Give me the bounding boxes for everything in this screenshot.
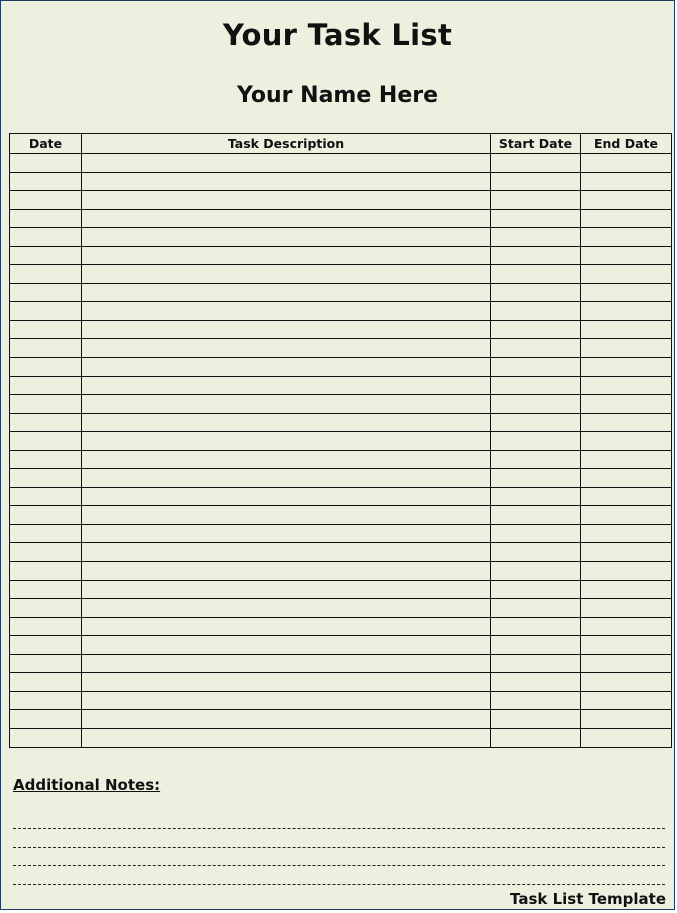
task-description-cell[interactable]: [82, 617, 491, 636]
date-cell[interactable]: [10, 728, 82, 747]
task-description-cell[interactable]: [82, 432, 491, 451]
table-row: [10, 376, 672, 395]
table-row: [10, 339, 672, 358]
table-row: [10, 246, 672, 265]
note-line[interactable]: [13, 847, 665, 848]
task-description-cell[interactable]: [82, 599, 491, 618]
task-description-cell[interactable]: [82, 524, 491, 543]
task-description-cell[interactable]: [82, 710, 491, 729]
end-date-cell[interactable]: [581, 395, 672, 414]
date-cell[interactable]: [10, 228, 82, 247]
end-date-cell[interactable]: [581, 506, 672, 525]
end-date-cell[interactable]: [581, 728, 672, 747]
date-cell[interactable]: [10, 283, 82, 302]
table-row: [10, 636, 672, 655]
date-cell[interactable]: [10, 395, 82, 414]
end-date-cell[interactable]: [581, 617, 672, 636]
start-date-cell[interactable]: [491, 469, 581, 488]
end-date-cell[interactable]: [581, 710, 672, 729]
start-date-cell[interactable]: [491, 413, 581, 432]
end-date-cell[interactable]: [581, 302, 672, 321]
start-date-cell[interactable]: [491, 395, 581, 414]
end-date-cell[interactable]: [581, 246, 672, 265]
end-date-cell[interactable]: [581, 376, 672, 395]
date-cell[interactable]: [10, 673, 82, 692]
start-date-cell[interactable]: [491, 172, 581, 191]
end-date-cell[interactable]: [581, 191, 672, 210]
task-description-cell[interactable]: [82, 320, 491, 339]
column-header-end-date: End Date: [581, 134, 672, 154]
start-date-cell[interactable]: [491, 358, 581, 377]
task-description-cell[interactable]: [82, 673, 491, 692]
date-cell[interactable]: [10, 154, 82, 173]
column-header-task-description: Task Description: [82, 134, 491, 154]
date-cell[interactable]: [10, 358, 82, 377]
start-date-cell[interactable]: [491, 673, 581, 692]
task-description-cell[interactable]: [82, 413, 491, 432]
table-row: [10, 172, 672, 191]
task-description-cell[interactable]: [82, 469, 491, 488]
name-subtitle: Your Name Here: [236, 83, 439, 108]
date-cell[interactable]: [10, 617, 82, 636]
date-cell[interactable]: [10, 172, 82, 191]
table-row: [10, 228, 672, 247]
end-date-cell[interactable]: [581, 562, 672, 581]
note-line[interactable]: [13, 884, 665, 885]
table-row: [10, 599, 672, 618]
task-description-cell[interactable]: [82, 487, 491, 506]
task-description-cell[interactable]: [82, 562, 491, 581]
task-description-cell[interactable]: [82, 191, 491, 210]
end-date-cell[interactable]: [581, 172, 672, 191]
date-cell[interactable]: [10, 302, 82, 321]
column-header-start-date: Start Date: [491, 134, 581, 154]
start-date-cell[interactable]: [491, 320, 581, 339]
end-date-cell[interactable]: [581, 450, 672, 469]
task-description-cell[interactable]: [82, 450, 491, 469]
date-cell[interactable]: [10, 320, 82, 339]
date-cell[interactable]: [10, 691, 82, 710]
end-date-cell[interactable]: [581, 283, 672, 302]
task-description-cell[interactable]: [82, 691, 491, 710]
table-row: [10, 691, 672, 710]
task-description-cell[interactable]: [82, 172, 491, 191]
table-row: [10, 487, 672, 506]
start-date-cell[interactable]: [491, 487, 581, 506]
task-description-cell[interactable]: [82, 302, 491, 321]
date-cell[interactable]: [10, 469, 82, 488]
table-row: [10, 543, 672, 562]
task-description-cell[interactable]: [82, 506, 491, 525]
table-row: [10, 432, 672, 451]
end-date-cell[interactable]: [581, 636, 672, 655]
end-date-cell[interactable]: [581, 432, 672, 451]
start-date-cell[interactable]: [491, 302, 581, 321]
date-cell[interactable]: [10, 246, 82, 265]
start-date-cell[interactable]: [491, 376, 581, 395]
column-header-date: Date: [10, 134, 82, 154]
footer-label: Task List Template: [510, 890, 666, 908]
date-cell[interactable]: [10, 506, 82, 525]
start-date-cell[interactable]: [491, 228, 581, 247]
table-row: [10, 728, 672, 747]
task-description-cell[interactable]: [82, 283, 491, 302]
date-cell[interactable]: [10, 710, 82, 729]
end-date-cell[interactable]: [581, 154, 672, 173]
table-row: [10, 673, 672, 692]
task-description-cell[interactable]: [82, 728, 491, 747]
date-cell[interactable]: [10, 209, 82, 228]
date-cell[interactable]: [10, 524, 82, 543]
table-row: [10, 580, 672, 599]
task-table: [9, 133, 672, 748]
table-row: [10, 283, 672, 302]
task-description-cell[interactable]: [82, 654, 491, 673]
table-row: [10, 450, 672, 469]
table-row: [10, 320, 672, 339]
date-cell[interactable]: [10, 654, 82, 673]
task-description-cell[interactable]: [82, 543, 491, 562]
date-cell[interactable]: [10, 432, 82, 451]
end-date-cell[interactable]: [581, 691, 672, 710]
end-date-cell[interactable]: [581, 265, 672, 284]
end-date-cell[interactable]: [581, 599, 672, 618]
table-row: [10, 710, 672, 729]
start-date-cell[interactable]: [491, 562, 581, 581]
task-description-cell[interactable]: [82, 228, 491, 247]
task-description-cell[interactable]: [82, 636, 491, 655]
start-date-cell[interactable]: [491, 728, 581, 747]
date-cell[interactable]: [10, 636, 82, 655]
start-date-cell[interactable]: [491, 617, 581, 636]
table-row: [10, 358, 672, 377]
end-date-cell[interactable]: [581, 654, 672, 673]
end-date-cell[interactable]: [581, 524, 672, 543]
start-date-cell[interactable]: [491, 710, 581, 729]
date-cell[interactable]: [10, 339, 82, 358]
end-date-cell[interactable]: [581, 358, 672, 377]
date-cell[interactable]: [10, 413, 82, 432]
date-cell[interactable]: [10, 376, 82, 395]
table-row: [10, 209, 672, 228]
start-date-cell[interactable]: [491, 580, 581, 599]
start-date-cell[interactable]: [491, 265, 581, 284]
table-row: [10, 154, 672, 173]
start-date-cell[interactable]: [491, 339, 581, 358]
end-date-cell[interactable]: [581, 580, 672, 599]
end-date-cell[interactable]: [581, 413, 672, 432]
date-cell[interactable]: [10, 543, 82, 562]
end-date-cell[interactable]: [581, 673, 672, 692]
date-cell[interactable]: [10, 562, 82, 581]
end-date-cell[interactable]: [581, 228, 672, 247]
start-date-cell[interactable]: [491, 432, 581, 451]
table-row: [10, 265, 672, 284]
date-cell[interactable]: [10, 487, 82, 506]
start-date-cell[interactable]: [491, 191, 581, 210]
table-row: [10, 302, 672, 321]
end-date-cell[interactable]: [581, 339, 672, 358]
date-cell[interactable]: [10, 265, 82, 284]
table-row: [10, 395, 672, 414]
end-date-cell[interactable]: [581, 320, 672, 339]
start-date-cell[interactable]: [491, 246, 581, 265]
end-date-cell[interactable]: [581, 487, 672, 506]
start-date-cell[interactable]: [491, 154, 581, 173]
date-cell[interactable]: [10, 450, 82, 469]
task-description-cell[interactable]: [82, 395, 491, 414]
table-row: [10, 469, 672, 488]
task-description-cell[interactable]: [82, 154, 491, 173]
task-description-cell[interactable]: [82, 376, 491, 395]
table-header-row: [10, 134, 672, 154]
note-line[interactable]: [13, 865, 665, 866]
additional-notes-label: Additional Notes:: [13, 776, 161, 794]
start-date-cell[interactable]: [491, 283, 581, 302]
task-rows: [10, 154, 672, 748]
end-date-cell[interactable]: [581, 543, 672, 562]
note-line[interactable]: [13, 828, 665, 829]
page-title: Your Task List: [222, 18, 453, 52]
start-date-cell[interactable]: [491, 654, 581, 673]
start-date-cell[interactable]: [491, 524, 581, 543]
start-date-cell[interactable]: [491, 599, 581, 618]
date-cell[interactable]: [10, 191, 82, 210]
table-row: [10, 506, 672, 525]
start-date-cell[interactable]: [491, 543, 581, 562]
task-description-cell[interactable]: [82, 265, 491, 284]
start-date-cell[interactable]: [491, 691, 581, 710]
table-row: [10, 654, 672, 673]
task-description-cell[interactable]: [82, 339, 491, 358]
date-cell[interactable]: [10, 599, 82, 618]
start-date-cell[interactable]: [491, 209, 581, 228]
task-description-cell[interactable]: [82, 246, 491, 265]
date-cell[interactable]: [10, 580, 82, 599]
table-row: [10, 191, 672, 210]
start-date-cell[interactable]: [491, 450, 581, 469]
table-row: [10, 413, 672, 432]
start-date-cell[interactable]: [491, 506, 581, 525]
table-row: [10, 524, 672, 543]
start-date-cell[interactable]: [491, 636, 581, 655]
task-description-cell[interactable]: [82, 580, 491, 599]
table-row: [10, 617, 672, 636]
end-date-cell[interactable]: [581, 209, 672, 228]
task-description-cell[interactable]: [82, 358, 491, 377]
end-date-cell[interactable]: [581, 469, 672, 488]
table-row: [10, 562, 672, 581]
task-description-cell[interactable]: [82, 209, 491, 228]
